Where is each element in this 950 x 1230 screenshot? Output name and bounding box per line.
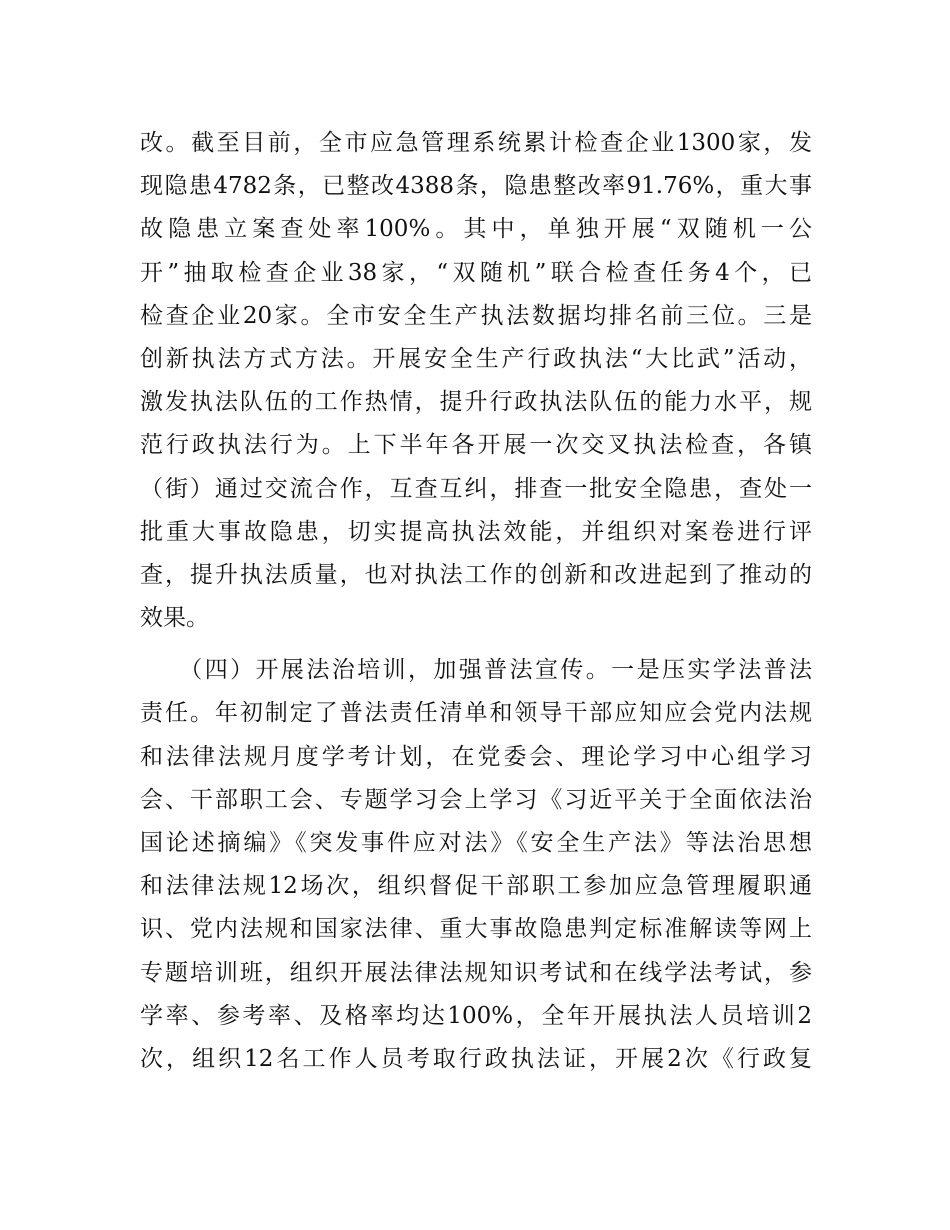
text-line: 开”抽取检查企业38家，“双随机”联合检查任务4个，已 (140, 259, 812, 286)
text-line: 批重大事故隐患，切实提高执法效能，并组织对案卷进行评 (140, 518, 812, 545)
paragraph-enforcement-results (140, 122, 812, 640)
paragraph-spacer (140, 640, 812, 649)
paragraph-legal-training (140, 649, 812, 1081)
text-line: 创新执法方式方法。开展安全生产行政执法“大比武”活动， (140, 345, 812, 372)
text-line: 范行政执法行为。上下半年各开展一次交叉执法检查，各镇 (140, 432, 812, 459)
text-line: 次，组织12名工作人员考取行政执法证，开展2次《行政复 (140, 1045, 812, 1072)
text-line: （街）通过交流合作，互查互纠，排查一批安全隐患，查处一 (140, 475, 812, 502)
text-line: 故隐患立案查处率100%。其中，单独开展“双随机一公 (140, 216, 812, 243)
text-line: 查，提升执法质量，也对执法工作的创新和改进起到了推动的 (140, 561, 812, 588)
text-line: 专题培训班，组织开展法律法规知识考试和在线学法考试，参 (140, 959, 812, 986)
text-line: 会、干部职工会、专题学习会上学习《习近平关于全面依法治 (140, 786, 812, 813)
text-line: 效果。 (140, 605, 209, 632)
text-line: 识、党内法规和国家法律、重大事故隐患判定标准解读等网上 (140, 916, 812, 943)
text-line: 改。截至目前，全市应急管理系统累计检查企业1300家，发 (140, 130, 812, 156)
text-line: 和法律法规月度学考计划，在党委会、理论学习中心组学习 (140, 743, 812, 770)
text-line: 检查企业20家。全市安全生产执法数据均排名前三位。三是 (140, 302, 812, 329)
text-line: 激发执法队伍的工作热情，提升行政执法队伍的能力水平，规 (140, 389, 812, 416)
document-body (140, 122, 812, 1081)
text-line: 现隐患4782条，已整改4388条，隐患整改率91.76%，重大事 (140, 173, 812, 200)
text-line: 责任。年初制定了普法责任清单和领导干部应知应会党内法规 (140, 700, 812, 727)
text-line: 和法律法规12场次，组织督促干部职工参加应急管理履职通 (140, 873, 812, 900)
text-line: 学率、参考率、及格率均达100%，全年开展执法人员培训2 (140, 1002, 812, 1029)
text-line: （四）开展法治培训，加强普法宣传。一是压实学法普法 (140, 657, 812, 684)
text-line: 国论述摘编》《突发事件应对法》《安全生产法》等法治思想 (140, 830, 812, 856)
